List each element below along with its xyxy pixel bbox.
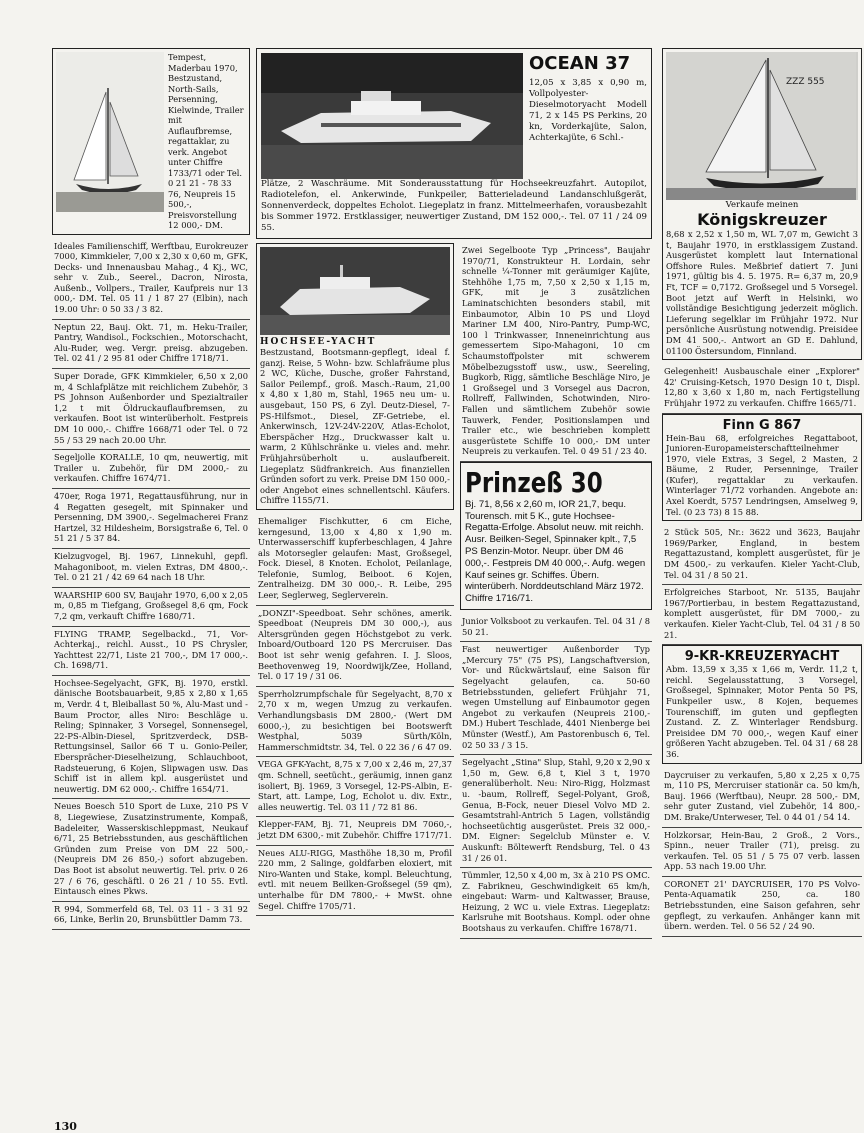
classified-ad: Klepper-FAM, Bj. 71, Neupreis DM 7060,-, jetzt DM 6300,- mit Zubehör. Chiffre 1717/71.: [256, 817, 454, 845]
ad-finn: [662, 414, 862, 522]
column-middle: [256, 48, 652, 939]
classified-ad: 2 Stück 505, Nr.: 3622 und 3623, Baujahr 1969/Parker, England, in bestem Regattazustand, komplett ausgerüstet, für je DM 4500,- zu verkaufen. Kieler Yacht-Club, Tel. 04 31 / 8 50 21.: [662, 525, 862, 585]
classified-ad: R 994, Sommerfeld 68, Tel. 03 11 - 3 31 92 66, Linke, Berlin 20, Brunsbüttler Damm 73.: [52, 902, 250, 930]
classified-ad: Super Dorade, GFK Kimmkieler, 6,50 x 2,00 m, 4 Schlafplätze mit reichlichem Zubehör, 3 PS Johnson Außenborder und Spezialtrailer 1,2 t mit Öldruckauflaufbremsen, zu verkaufen. Boot ist winterüberholt. Festpreis DM 10 000,-. Chiffre 1668/71 oder Tel. 0 72 55 / 53 29 nach 20.00 Uhr.: [52, 369, 250, 450]
motoryacht-photo: [261, 53, 523, 179]
classified-ad: Tümmler, 12,50 x 4,00 m, 3x à 210 PS OMC. Z. Fabrikneu, Geschwindigkeit 65 km/h, eingebaut: Warm- und Kaltwasser, Brause, Heizung, 2 WC u. viele Extras. Liegeplatz: Karlsruhe mit Bootshaus. Kompl. oder ohne Bootshaus zu verkaufen. Chiffre 1678/71.: [460, 868, 652, 939]
kr-title: 9-KR-KREUZERYACHT: [684, 649, 840, 665]
kr-text: Abm. 13,59 x 3,35 x 1,66 m, Verdr. 11,2 t, reichl. Segelausstattung, 3 Vorsegel, Großsegel, Spinnaker, Motor Penta 50 PS, Funkpeiler usw., 8 Kojen, bequemes Tourenschiff, im guten und gepflegten Zustand. Z. Z. Winterlager Rendsburg. Preisidee DM 70 000,-, wegen Kauf einer größeren Yacht abzugeben. Tel. 04 31 / 68 28 36.: [666, 664, 858, 759]
classified-ad: Fast neuwertiger Außenborder Typ „Mercury 75" (75 PS), Langschaftversion, Vor- und Rückwärtslauf, eine Saison für Segelyacht gelaufen, ca. 50-60 Betriebsstunden, geliefert Frühjahr 71, wegen Umstellung auf Einbaumotor gegen Angebot zu verkaufen (Neupreis 2100,- DM.) Hubert Teschlade, 4401 Nienberge bei Münster (Westf.), Am Pastorenbusch 6, Tel. 02 50 33 / 3 15.: [460, 642, 652, 755]
ad-9kr: [662, 645, 862, 763]
classified-ad: Kielzugvogel, Bj. 1967, Linnekuhl, gepfl. Mahagoniboot, m. vielen Extras, DM 4800,-. Tel. 0 21 21 / 42 69 64 nach 18 Uhr.: [52, 549, 250, 588]
classified-ad: Ehemaliger Fischkutter, 6 cm Eiche, kerngesund, 13,00 x 4,80 x 1,90 m. Unterwasserschiff kupferbeschlagen, 4 Jahre als Motorsegler gelaufen: Mast, Großsegel, Fock. Diesel, 8 Knoten. Echolot, Peilanlage, Telefonie, Sumlog, Beiboot. 6 Kojen, Zentralheizg. DM 30 000,-. R. Leibe, 295 Leer, Seglerweg, Seglerverein.: [256, 514, 454, 606]
koenigskreuzer-caption: Verkaufe meinen: [725, 200, 799, 210]
classified-ad: Ideales Familienschiff, Werftbau, Eurokreuzer 7000, Kimmkieler, 7,00 x 2,30 x 0,60 m, GFK, Decks- und Innenausbau Mahag., 4 Kj., WC, sehr v. Zub., Seerel., Dacron, Nirosta, Außenb., Vollpers., Trailer, Kaufpreis nur 13 000,- DM. Tel. 05 11 / 1 87 27 (Elbin), nach 19.00 Uhr: 0 50 33 / 3 82.: [52, 239, 250, 320]
prinzess30-text: Bj. 71, 8,56 x 2,60 m, IOR 21,7, bequ. Tourensch. mit 5 K., gute Hochsee-Regatta-Erfolge. Absolut neuw. mit reichh. Ausr. Beilken-Segel, Spinnaker kplt., 7,5 PS Benzin-Motor. Neupr. über DM 46 000,-. Festpreis DM 40 000,-. Aufg. wegen Kauf seines gr. Schiffes. Übern. winterüberh. Norddeutschland März 1972. Chiffre 1716/71.: [465, 498, 646, 605]
classified-ad: CORONET 21' DAYCRUISER, 170 PS Volvo-Penta-Aquamatik 250, ca. 180 Betriebsstunden, eine Saison gefahren, sehr gepflegt, zu verkaufen. Anhänger kann mit übern. werden. Tel. 0 56 52 / 24 90.: [662, 877, 862, 937]
finn-title: Finn G 867: [722, 417, 802, 433]
ad-koenigskreuzer: [662, 48, 862, 360]
classified-ad: VEGA GFK-Yacht, 8,75 x 7,00 x 2,46 m, 27,37 qm. Schnell, seetücht., geräumig, innen ganz isoliert, Bj. 1969, 3 Vorsegel, 12-PS-Albin, E-Start, att. Lampe, Log, Echolot u. div. Extr., alles neuwertig. Tel. 03 11 / 72 81 86.: [256, 757, 454, 817]
classified-ad: Hochsee-Segelyacht, GFK, Bj. 1970, erstkl. dänische Bootsbauarbeit, 9,85 x 2,80 x 1,65 m, Verdr. 4 t, Bleiballast 50 %, Alu-Mast und -Baum Proctor, alles Niro: Beschläge u. Reling; Spinnaker, 3 Vorsegel, Sonnensegel, 22-PS-Albin-Diesel, Spritzverdeck, DSB-Rettungsinsel, Sailor 66 T u. Gonio-Peiler, Ebersprächer-Dieselheizung, Schlauchboot, Radsteuerung, 6 Kojen, Slipwagen usw. Das Schiff ist in allem kpl. ausgerüstet und neuwertig. DM 62 000,-. Chiffre 1654/71.: [52, 676, 250, 800]
classified-ad: Erfolgreiches Starboot, Nr. 5135, Baujahr 1967/Portierbau, in bestem Regattazustand, komplett ausgerüstet, für DM 7000,- zu verkaufen. Kieler Yacht-Club, Tel. 04 31 / 8 50 21.: [662, 585, 862, 645]
koenigskreuzer-photo: [666, 52, 858, 200]
ad-prinzess30: [460, 462, 652, 610]
column-right: [662, 48, 862, 937]
sailboat-photo: [56, 52, 164, 212]
koenigskreuzer-text: 8,68 x 2,52 x 1,50 m, WL 7,07 m, Gewicht 3 t, Baujahr 1970, in erstklassigem Zustand. Ausgerüstet komplett laut International Offshore Rules. Meßbrief datiert 7. Juni 1971, gültig bis 4. 5. 1975. R= 6,37 m, 20,9 Ft, TCF = 0,7172. Großsegel und 5 Vorsegel. Boot jetzt auf Werft in Helsinki, wo vollständige Besichtigung jederzeit möglich. Lieferung segelklar im Frühjahr 1972. Nur persönliche Ausrüstung notwendig. Preisidee DM 41 500,-. Antwort an GD E. Dahlund, 01100 Östersundom, Finnland.: [666, 229, 858, 356]
classified-ad: Segeljolle KORALLE, 10 qm, neuwertig, mit Trailer u. Zubehör, für DM 2000,- zu verkaufen. Chiffre 1674/71.: [52, 450, 250, 489]
ad-ocean37: [256, 48, 652, 239]
classified-ad: Neues Boesch 510 Sport de Luxe, 210 PS V 8, Liegewiese, Zusatzinstrumente, Kompaß, Badeleiter, Wasserskischleppmast, Neukauf 6/71, 25 Betriebsstunden, aus geschäftlichen Gründen zum Preise von DM 22 500,- (Neupreis DM 26 850,-) sofort abzugeben. Das Boot ist absolut neuwertig. Tel. priv. 0 26 27 / 6 76, geschäftl. 0 26 21 / 10 55. Evtl. Eintausch eines Pkws.: [52, 799, 250, 901]
classified-ad: Zwei Segelboote Typ „Princess", Baujahr 1970/71, Konstrukteur H. Lordain, sehr schnelle ¼-Tonner mit geräumiger Kajüte, Stehhöhe 1,75 m, 7,50 x 2,50 x 1,15 m, GFK, mit je 3 zusätzlichen Laminatschichten besonders stabil, mit Einbaumotor, Albin 10 PS und Lloyd Mariner LM 400, Niro-Pantry, Pump-WC, 100 l Trinkwasser, Inneneinrichtung aus gemessertem Sipo-Mahagoni, 10 cm Schaumstoffpolster mit schwerem Möbelbezugsstoff usw., usw., Seereling, Bugkorb, Rigg, sämtliche Beschläge Niro, je 1 Großsegel und 3 Vorsegel aus Dacron, Rollreff, Fallwinden, Schotwinden, Niro-Fallen und sämtlichem Zubehör sowie Tauwerk, Fender, Positionslampen und Trailer etc., wie beschrieben komplett ausgerüstete Schiffe 10 000,- DM unter Neupreis zu verkaufen. Tel. 0 49 51 / 23 40.: [460, 243, 652, 462]
classified-ad: „DONZI"-Speedboat. Sehr schönes, amerik. Speedboat (Neupreis DM 30 000,-), aus Altersgründen gegen Höchstgebot zu verk. Inboard/Outboard 120 PS Mercruiser. Das Boot ist sehr wenig gefahren. I. J. Sloos, Beethovenweg 19, Noordwijk/Zee, Holland, Tel. 0 17 19 / 31 06.: [256, 606, 454, 687]
ocean37-specs: 12,05 x 3,85 x 0,90 m, Vollpolyester-Dieselmotoryacht Modell 71, 2 x 145 PS Perkins, 20 kn, Vorderkajüte, Salon, Achterkajüte, 6 Schl.-: [529, 78, 647, 143]
koenigskreuzer-title: Königskreuzer: [697, 210, 827, 229]
classified-ad: Neptun 22, Bauj. Okt. 71, m. Heku-Trailer, Pantry, Wandisol., Fockschien., Motorschacht, Alu-Ruder, weg. Vergr. preisg. abzugeben. Tel. 02 41 / 2 95 81 oder Chiffre 1718/71.: [52, 320, 250, 369]
column-left: [52, 48, 250, 930]
ad-hochsee-yacht: [256, 243, 454, 510]
classified-ad: Junior Volksboot zu verkaufen. Tel. 04 31 / 8 50 21.: [460, 614, 652, 642]
sail-number: ZZZ 555: [786, 77, 825, 87]
classified-ad: WAARSHIP 600 SV, Baujahr 1970, 6,00 x 2,05 m, 0,85 m Tiefgang, Großsegel 8,6 qm, Fock 7,2 qm, verkauft Chiffre 1680/71.: [52, 588, 250, 627]
classified-ad: Neues ALU-RIGG, Masthöhe 18,30 m, Profil 220 mm, 2 Salinge, goldfarben eloxiert, mit Niro-Wanten und Stake, kompl. Beleuchtung, evtl. mit neuem Beilken-Großsegel (59 qm), unterhalbe für DM 7800,- + MwSt. ohne Segel. Chiffre 1705/71.: [256, 846, 454, 917]
page-number: 130: [54, 1120, 77, 1133]
classified-ad: Holzkorsar, Hein-Bau, 2 Groß., 2 Vors., Spinn., neuer Trailer (71), preisg. zu verkaufen. Tel. 05 51 / 5 75 07 verb. lassen App. 53 nach 19.00 Uhr.: [662, 828, 862, 877]
ad-explorer: Gelegenheit! Ausbauschale einer „Explorer" 42' Cruising-Ketsch, 1970 Design 10 t, Displ. 12,80 x 3,60 x 1,80 m, nach Fertigstellung Frühjahr 1972 zu verkaufen. Chiffre 1665/71.: [662, 364, 862, 413]
sailboat-illustration: [56, 52, 164, 212]
classified-ad: Segelyacht „Stina" Slup, Stahl, 9,20 x 2,90 x 1,50 m, Gew. 6,8 t, Kiel 3 t, 1970 generalüberholt. Neu: Niro-Rigg, Holzmast u. -baum, Rollreff, Segel-Polyant, Groß, Genua, B-Fock, neuer Diesel Volvo MD 2. Gesamtstrahl-Antrich 5 Lagen, vollständig hochseetüchtig ausgerüstet. Preis 32 000,- DM. Eigner: Segelclub Münster e. V. Auskunft: Böltewerft Rendsburg, Tel. 0 43 31 / 26 01.: [460, 755, 652, 868]
hochsee-yacht-photo: [260, 247, 450, 335]
ocean37-body: Plätze, 2 Waschräume. Mit Sonderausstattung für Hochseekreuzfahrt. Autopilot, Radiotelefon, el. Ankerwinde, Funkpeiler, Batterieladeund Landanschlußgerät, Sonnenverdeck, doppeltes Echolot. Liegeplatz in franz. Mittelmeerhafen, vorausbezahlt bis Sommer 1972. Erstklassiger, neuwertiger Zustand, DM 152 000,-. Tel. 07 11 / 24 09 55.: [261, 179, 647, 233]
classified-ad: Daycruiser zu verkaufen, 5,80 x 2,25 x 0,75 m, 110 PS, Mercruiser stationär ca. 50 km/h, Bauj. 1966 (Werftbau), Neupr. 28 500,- DM, sehr guter Zustand, viel Zubehör, 14 800,- DM. Brake/Unterweser, Tel. 0 44 01 / 54 14.: [662, 768, 862, 828]
ad-tempest: [52, 48, 250, 235]
classified-ad: FLYING TRAMP, Segelbackd., 71, Vor-Achterkaj., reichl. Ausst., 10 PS Chrysler, Yachttest 22/71, Liste 21 700,-, DM 17 000,-. Ch. 1698/71.: [52, 627, 250, 676]
classified-ad: Sperrholzrumpfschale für Segelyacht, 8,70 x 2,70 x m, wegen Umzug zu verkaufen. Verhandlungsbasis DM 2800,- (Wert DM 6000,-), zu besichtigen bei Bootswerft Westphal, 5039 Sürth/Köln, Hammerschmidtstr. 34, Tel. 0 22 36 / 6 47 09.: [256, 687, 454, 758]
classified-ad: 470er, Roga 1971, Regattausführung, nur in 4 Regatten gesegelt, mit Spinnaker und Persenning, DM 3900,-. Segelmacherei Franz Hartzel, 32 Hildesheim, Borsigstraße 6, Tel. 0 51 21 / 5 37 84.: [52, 489, 250, 549]
ad-tempest-text: Tempest, Maderbau 1970, Bestzustand, North-Sails, Persenning, Kielwinde, Trailer mit Auflaufbremse, regattaklar, zu verk. Angebot unter Chiffre 1733/71 oder Tel. 0 21 21 - 78 33 76, Neupreis 15 500,-, Preisvorstellung 12 000,- DM.: [168, 52, 244, 230]
hochsee-title: HOCHSEE-YACHT: [260, 337, 377, 347]
prinzess30-title: Prinzeß 30: [465, 465, 603, 499]
ocean37-title: OCEAN 37: [529, 53, 631, 74]
finn-text: Hein-Bau 68, erfolgreiches Regattaboot, Junioren-Europameisterschaftteilnehmer 1970, viele Extras, 3 Segel, 2 Masten, 2 Bäume, 2 Ruder, Persenninge, Trailer (Kufer), regattaklar zu verkaufen. Winterlager 71/72 vorhanden. Angebote an: Axel Koerdt, 5757 Lendringsen, Amselweg 9, Tel. (0 23 73) 8 15 88.: [666, 432, 858, 517]
hochsee-text: Bestzustand, Bootsmann-gepflegt, ideal f. ganzj. Reise, 5 Wohn- bzw. Schlafräume plus 2 WC, Küche, Dusche, großer Fahrstand, Sailor Peilempf., groß. Masch.-Raum, 21,00 x 4,80 x 1,80 m, Stahl, 1965 neu um- u. ausgebaut, 150 PS, 6 Zyl. Deutz-Diesel, 7-PS-Hilfsmot., Diesel, ZF-Getriebe, el. Ankerwinsch, 12V-24V-220V, Atlas-Echolot, Eberspächer Hzg., Druckwasser kalt u. warm, 2 Kühlschränke u. vieles and. mehr. Frühjahrsüberholt u. auslaufbereit. Liegeplatz Südfrankreich. Aus finanziellen Gründen sofort zu verk. Preise DM 150 000,- oder Angebot eines schnellentschl. Käufers. Chiffre 1155/71.: [260, 347, 450, 506]
